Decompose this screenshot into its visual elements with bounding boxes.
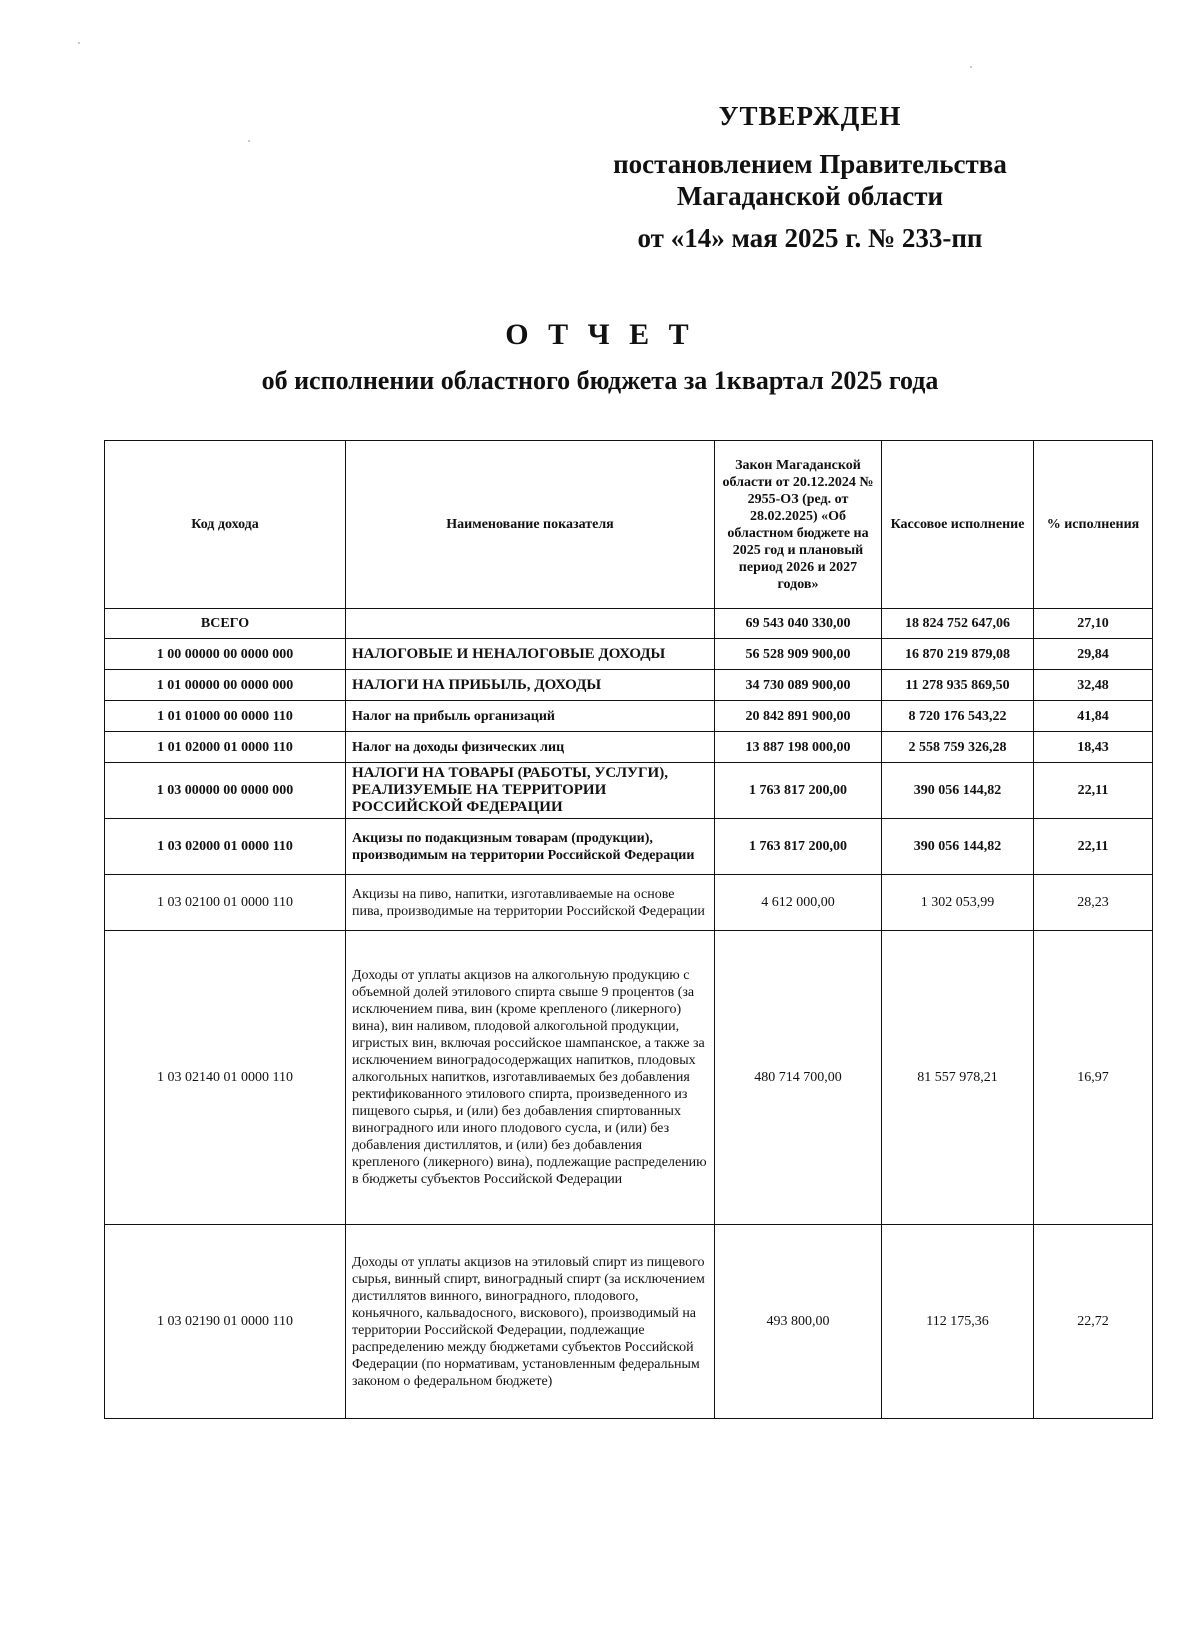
row-cash: 11 278 935 869,50 xyxy=(882,670,1034,701)
report-title: О Т Ч Е Т xyxy=(505,318,695,351)
header-cash: Кассовое исполнение xyxy=(882,441,1034,609)
row-cash: 81 557 978,21 xyxy=(882,931,1034,1225)
row-percent: 32,48 xyxy=(1034,670,1153,701)
table-row xyxy=(105,639,1153,670)
row-code: 1 01 01000 00 0000 110 xyxy=(105,701,346,732)
table-row xyxy=(105,732,1153,763)
row-percent: 27,10 xyxy=(1034,609,1153,639)
row-law: 1 763 817 200,00 xyxy=(715,763,882,819)
row-code: 1 01 02000 01 0000 110 xyxy=(105,732,346,763)
scan-speck xyxy=(78,42,80,44)
row-cash: 16 870 219 879,08 xyxy=(882,639,1034,670)
row-name: НАЛОГОВЫЕ И НЕНАЛОГОВЫЕ ДОХОДЫ xyxy=(346,639,715,670)
row-law: 4 612 000,00 xyxy=(715,875,882,931)
table-row xyxy=(105,670,1153,701)
table-row xyxy=(105,875,1153,931)
row-cash: 390 056 144,82 xyxy=(882,819,1034,875)
row-percent: 22,11 xyxy=(1034,763,1153,819)
row-name: НАЛОГИ НА ПРИБЫЛЬ, ДОХОДЫ xyxy=(346,670,715,701)
scan-speck xyxy=(248,140,250,142)
row-law: 69 543 040 330,00 xyxy=(715,609,882,639)
row-name: НАЛОГИ НА ТОВАРЫ (РАБОТЫ, УСЛУГИ), РЕАЛИЗУЕМЫЕ НА ТЕРРИТОРИИ РОССИЙСКОЙ ФЕДЕРАЦИИ xyxy=(346,763,715,819)
row-code: 1 03 00000 00 0000 000 xyxy=(105,763,346,819)
header-law: Закон Магаданской области от 20.12.2024 № 2955-ОЗ (ред. от 28.02.2025) «Об областном бюджете на 2025 год и плановый период 2026 и 2027 годов» xyxy=(715,441,882,609)
row-percent: 29,84 xyxy=(1034,639,1153,670)
row-percent: 18,43 xyxy=(1034,732,1153,763)
table-row xyxy=(105,701,1153,732)
row-cash: 1 302 053,99 xyxy=(882,875,1034,931)
row-name: Налог на доходы физических лиц xyxy=(346,732,715,763)
row-law: 480 714 700,00 xyxy=(715,931,882,1225)
approval-date: от «14» мая 2025 г. № 233-пп xyxy=(637,223,983,253)
row-cash: 2 558 759 326,28 xyxy=(882,732,1034,763)
scan-speck xyxy=(970,66,972,68)
row-code: 1 03 02000 01 0000 110 xyxy=(105,819,346,875)
row-code: 1 01 00000 00 0000 000 xyxy=(105,670,346,701)
row-law: 34 730 089 900,00 xyxy=(715,670,882,701)
row-name: Доходы от уплаты акцизов на алкогольную продукцию с объемной долей этилового спирта свыше 9 процентов (за исключением пива, вин (кроме крепленого (ликерного) вина), вин наливом, плодовой алкогольной продукции, игристых вин, включая российское шампанское, а также за исключением виноградосодержащих напитков, плодовых алкогольных напитков, изготавливаемых без добавления ректификованного этилового спирта, произведенного из пищевого сырья, и (или) без добавления спиртованных виноградного или иного плодового сусла, и (или) без добавления дистиллятов, и (или) без добавления крепленого (ликерного) вина), подлежащие распределению в бюджеты субъектов Российской Федерации xyxy=(346,931,715,1225)
row-name: Акцизы на пиво, напитки, изготавливаемые на основе пива, производимые на территории Российской Федерации xyxy=(346,875,715,931)
approval-title: УТВЕРЖДЕН xyxy=(718,101,902,131)
row-name: Доходы от уплаты акцизов на этиловый спирт из пищевого сырья, винный спирт, виноградный спирт (за исключением дистиллятов винного, виноградного, плодового, коньячного, кальвадосного, вискового), производимый на территории Российской Федерации, подлежащие распределению между бюджетами субъектов Российской Федерации (по нормативам, установленным федеральным законом о федеральном бюджете) xyxy=(346,1225,715,1419)
table-row xyxy=(105,1225,1153,1419)
table-row xyxy=(105,819,1153,875)
row-code: 1 03 02190 01 0000 110 xyxy=(105,1225,346,1419)
row-law: 1 763 817 200,00 xyxy=(715,819,882,875)
row-code: ВСЕГО xyxy=(105,609,346,639)
row-code: 1 00 00000 00 0000 000 xyxy=(105,639,346,670)
row-name: Акцизы по подакцизным товарам (продукции), производимым на территории Российской Федерации xyxy=(346,819,715,875)
row-code: 1 03 02140 01 0000 110 xyxy=(105,931,346,1225)
table-row xyxy=(105,763,1153,819)
row-code: 1 03 02100 01 0000 110 xyxy=(105,875,346,931)
header-name: Наименование показателя xyxy=(346,441,715,609)
row-law: 493 800,00 xyxy=(715,1225,882,1419)
approval-line-1: постановлением Правительства xyxy=(613,149,1007,179)
row-percent: 22,11 xyxy=(1034,819,1153,875)
table-header-row xyxy=(105,441,1153,609)
row-cash: 390 056 144,82 xyxy=(882,763,1034,819)
row-percent: 41,84 xyxy=(1034,701,1153,732)
header-percent: % исполнения xyxy=(1034,441,1153,609)
row-percent: 22,72 xyxy=(1034,1225,1153,1419)
row-cash: 8 720 176 543,22 xyxy=(882,701,1034,732)
table-row xyxy=(105,609,1153,639)
row-law: 56 528 909 900,00 xyxy=(715,639,882,670)
budget-table xyxy=(104,440,1153,1419)
row-law: 20 842 891 900,00 xyxy=(715,701,882,732)
row-cash: 112 175,36 xyxy=(882,1225,1034,1419)
header-code: Код дохода xyxy=(105,441,346,609)
row-cash: 18 824 752 647,06 xyxy=(882,609,1034,639)
row-percent: 16,97 xyxy=(1034,931,1153,1225)
row-law: 13 887 198 000,00 xyxy=(715,732,882,763)
row-name xyxy=(346,609,715,639)
approval-line-2: Магаданской области xyxy=(676,181,944,211)
report-subtitle: об исполнении областного бюджета за 1квартал 2025 года xyxy=(261,366,939,395)
table-row xyxy=(105,931,1153,1225)
approval-stamp xyxy=(560,100,1060,254)
row-name: Налог на прибыль организаций xyxy=(346,701,715,732)
row-percent: 28,23 xyxy=(1034,875,1153,931)
